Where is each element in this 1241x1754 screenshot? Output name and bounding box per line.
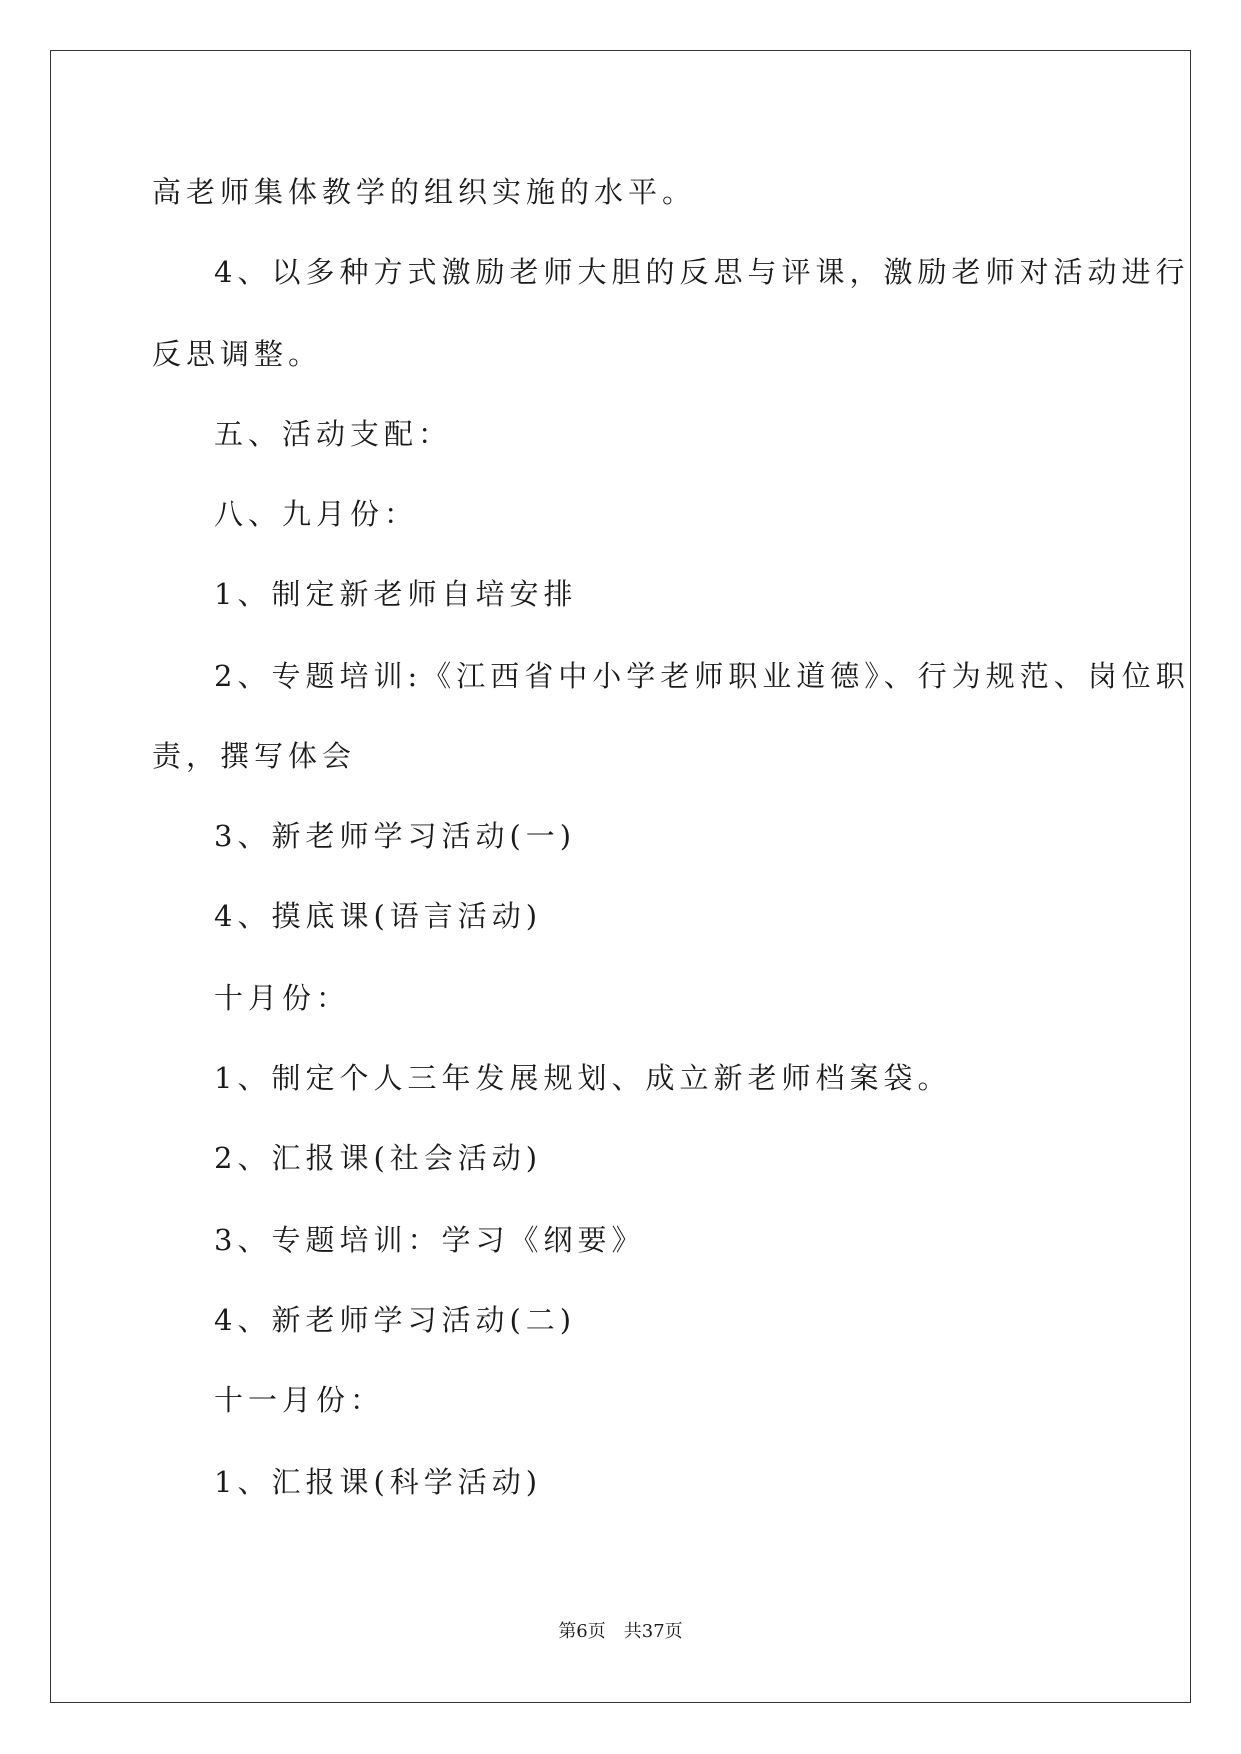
text-line-8: 责，撰写体会	[152, 739, 357, 773]
text-line-10: 4、摸底课(语言活动)	[214, 899, 543, 933]
text-line-12: 1、制定个人三年发展规划、成立新老师档案袋。	[214, 1061, 952, 1095]
text-line-17: 1、汇报课(科学活动)	[214, 1465, 543, 1499]
text-line-15: 4、新老师学习活动(二)	[214, 1303, 577, 1337]
page-number: 第6页	[558, 1621, 606, 1642]
total-pages: 共37页	[623, 1621, 683, 1642]
text-line-2: 4、以多种方式激励老师大胆的反思与评课，激励老师对活动进行	[214, 255, 1190, 289]
text-line-14: 3、专题培训：学习《纲要》	[214, 1223, 646, 1257]
text-line-3: 反思调整。	[152, 337, 323, 371]
text-line-9: 3、新老师学习活动(一)	[214, 819, 577, 853]
page-border	[50, 50, 1191, 1703]
month-heading-november: 十一月份：	[214, 1383, 385, 1417]
month-heading-october: 十月份：	[214, 981, 351, 1015]
text-line-1: 高老师集体教学的组织实施的水平。	[152, 175, 697, 209]
section-heading-activities: 五、活动支配：	[214, 417, 453, 451]
text-line-13: 2、汇报课(社会活动)	[214, 1141, 543, 1175]
month-heading-aug-sep: 八、九月份：	[214, 497, 419, 531]
text-line-6: 1、制定新老师自培安排	[214, 577, 578, 611]
text-line-7: 2、专题培训:《江西省中小学老师职业道德》、行为规范、岗位职	[214, 659, 1190, 693]
page-footer	[0, 1620, 1241, 1644]
